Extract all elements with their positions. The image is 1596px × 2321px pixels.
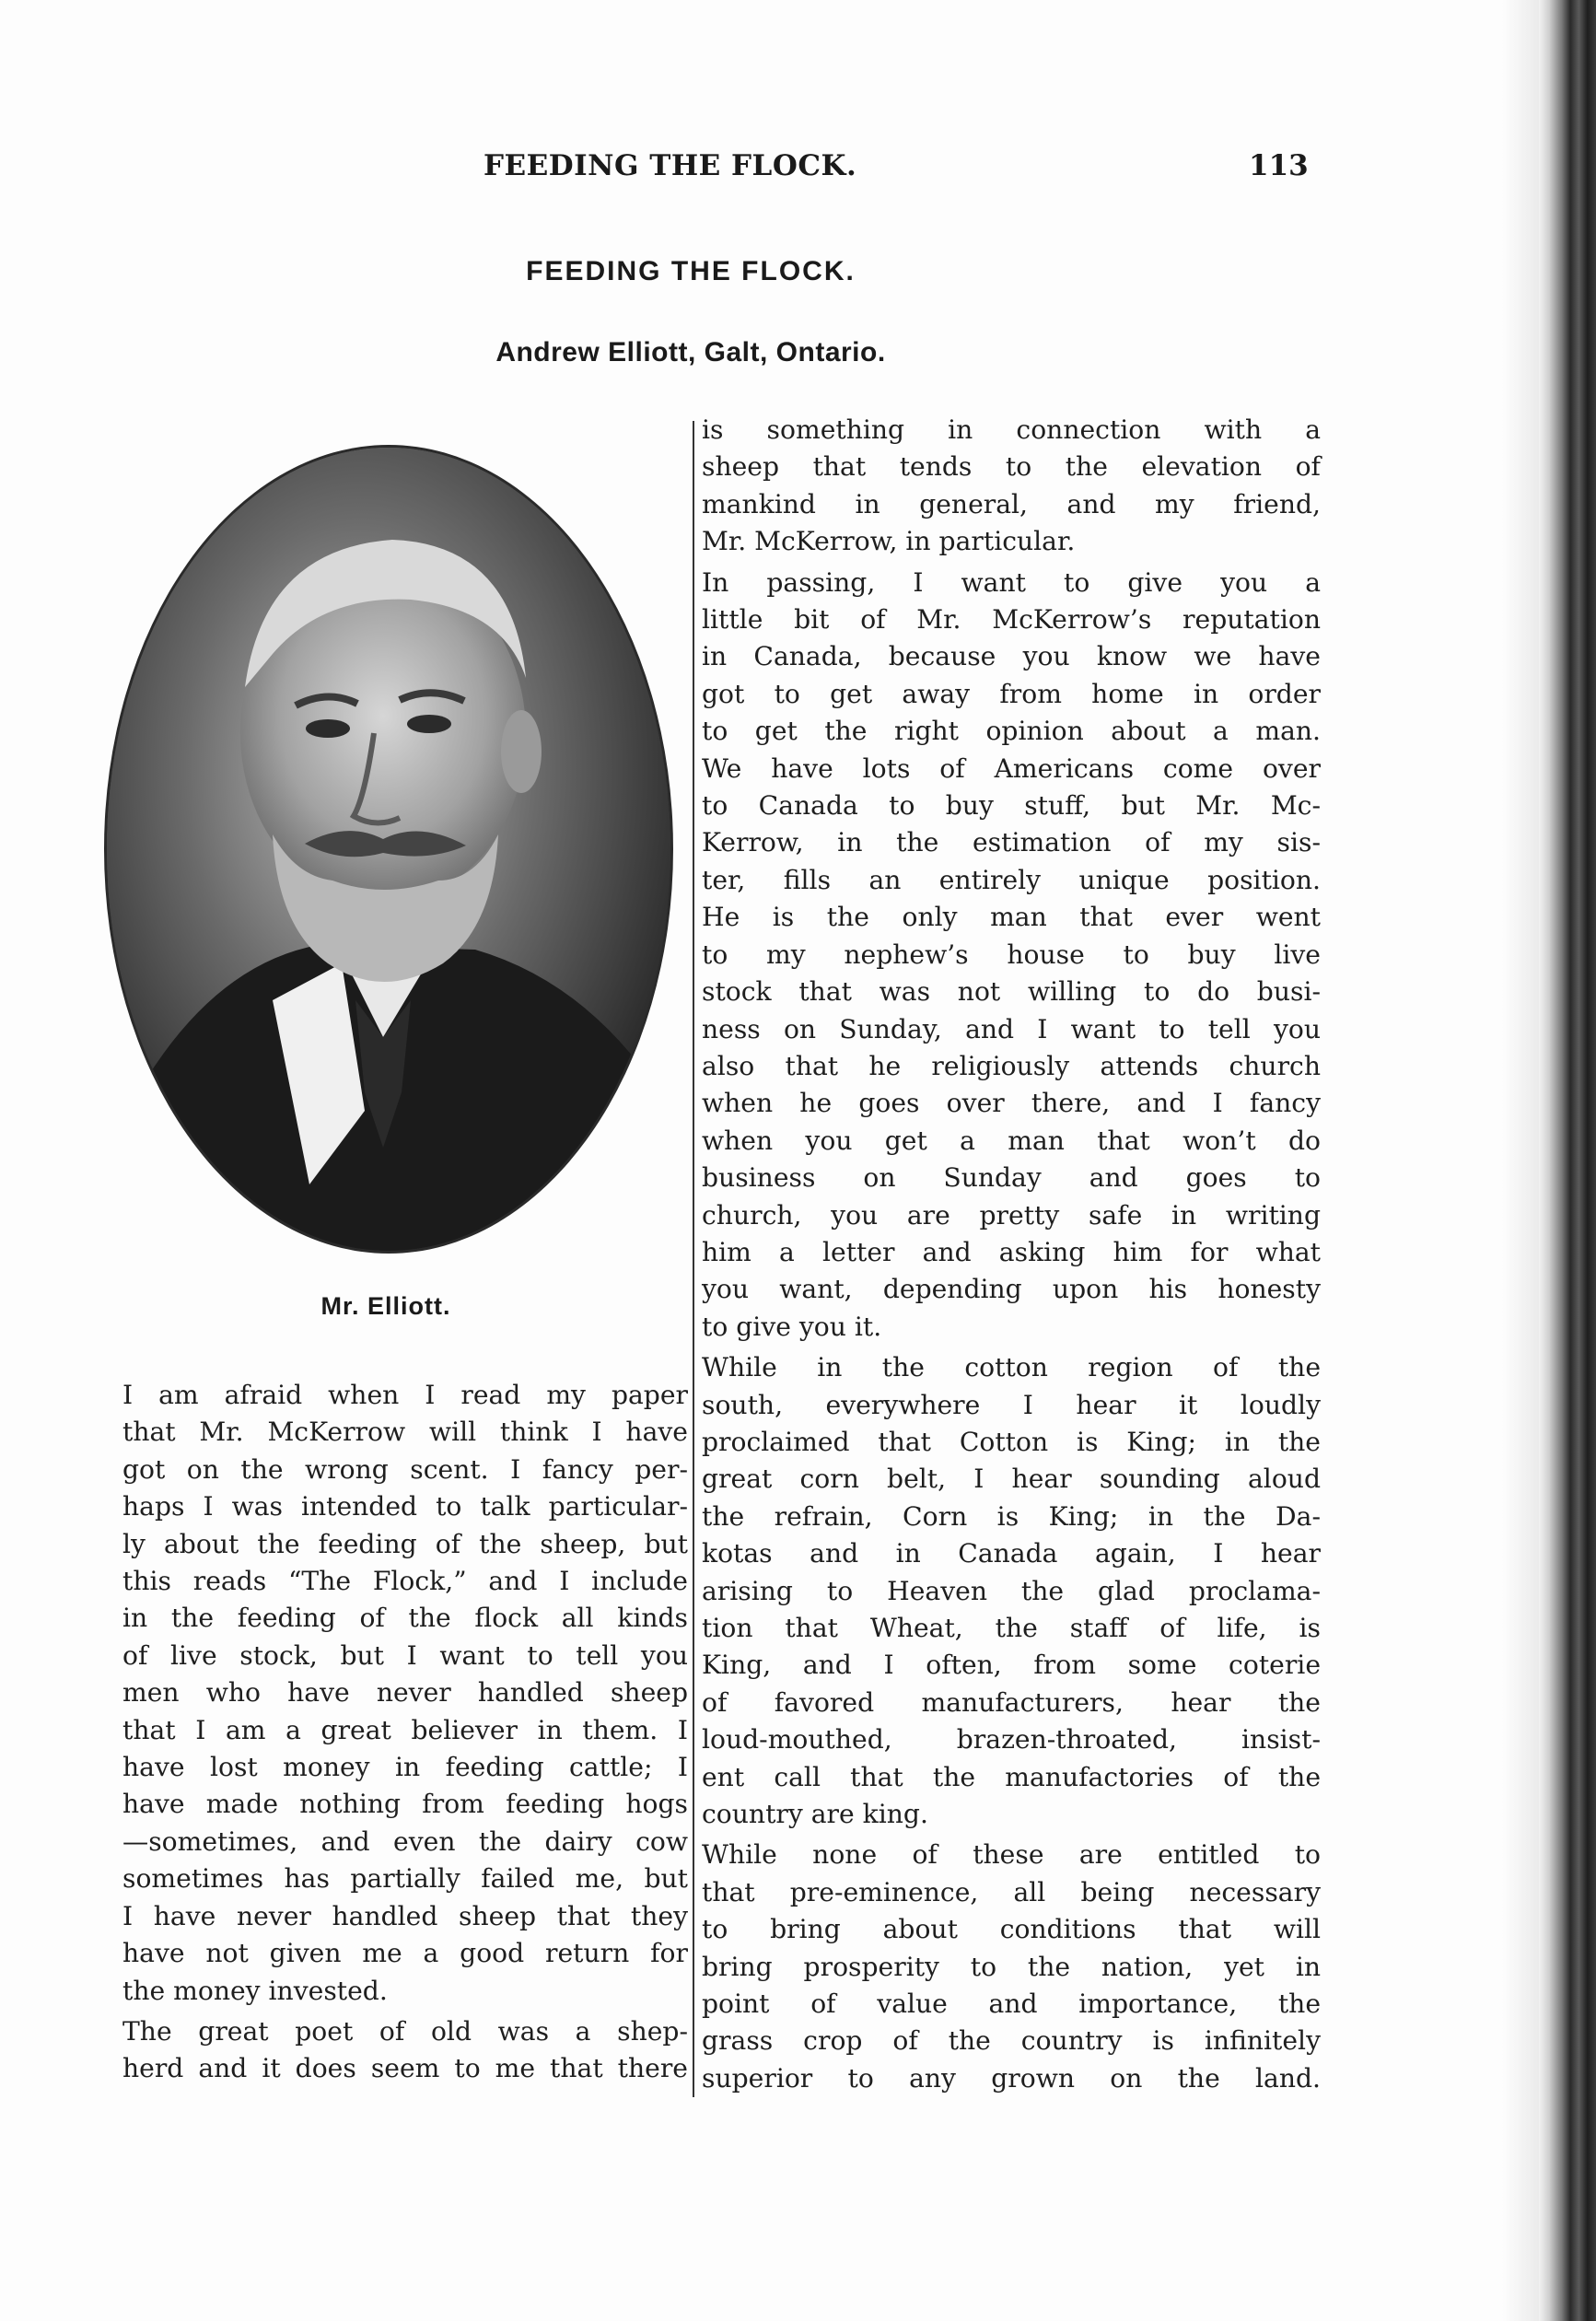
text-line: ness on Sunday, and I want to tell you — [702, 1013, 1321, 1044]
text-line: ly about the feeding of the sheep, but — [122, 1528, 688, 1559]
text-line: While in the cotton region of the — [702, 1352, 1321, 1383]
text-line: have lost money in feeding cattle; I — [122, 1752, 688, 1783]
text-line: that I am a great believer in them. I — [122, 1714, 688, 1745]
text-line: that pre-eminence, all being necessary — [702, 1876, 1321, 1907]
text-line: kotas and in Canada again, I hear — [702, 1538, 1321, 1569]
text-line: haps I was intended to talk particular- — [122, 1491, 688, 1522]
text-line: mankind in general, and my friend, — [702, 488, 1321, 519]
text-line: superior to any grown on the land. — [702, 2062, 1321, 2094]
text-line: country are king. — [702, 1799, 928, 1830]
portrait-illustration — [107, 448, 670, 1251]
text-line: I am afraid when I read my paper — [122, 1380, 688, 1410]
text-line: to bring about conditions that will — [702, 1914, 1321, 1945]
text-line: sometimes has partially failed me, but — [122, 1863, 688, 1895]
text-line: tion that Wheat, the staff of life, is — [702, 1613, 1321, 1643]
text-line: The great poet of old was a shep- — [122, 2015, 688, 2047]
text-line: in Canada, because you know we have — [702, 641, 1321, 672]
text-line: the money invested. — [122, 1975, 388, 2006]
text-line: to Canada to buy stuff, but Mr. Mc- — [702, 790, 1321, 822]
text-line: got to get away from home in order — [702, 678, 1321, 709]
text-line: I have never handled sheep that they — [122, 1900, 688, 1931]
paragraph — [89, 1377, 688, 2010]
binding-shadow — [1502, 0, 1539, 2321]
text-line: Kerrow, in the estimation of my sis- — [702, 827, 1321, 858]
text-line: King, and I often, from some coterie — [702, 1650, 1321, 1681]
text-line: south, everywhere I hear it loudly — [702, 1389, 1321, 1420]
text-line: to my nephew’s house to buy live — [702, 939, 1321, 970]
right-column — [702, 412, 1321, 2097]
text-line: great corn belt, I hear sounding aloud — [702, 1464, 1321, 1495]
text-line: point of value and importance, the — [702, 1989, 1321, 2020]
paragraph — [702, 1837, 1321, 2097]
text-line: sheep that tends to the elevation of — [702, 451, 1321, 483]
text-line: While none of these are entitled to — [702, 1839, 1321, 1871]
figure-caption: Mr. Elliott. — [320, 1292, 451, 1320]
text-line: that Mr. McKerrow will think I have — [122, 1417, 688, 1448]
text-line: when you get a man that won’t do — [702, 1125, 1321, 1156]
portrait-photo — [104, 445, 673, 1254]
text-line: business on Sunday and goes to — [702, 1162, 1321, 1194]
text-line: of favored manufacturers, hear the — [702, 1686, 1321, 1718]
text-line: have made nothing from feeding hogs — [122, 1789, 688, 1820]
left-column — [89, 1377, 688, 2088]
paragraph — [702, 1349, 1321, 1833]
text-line: herd and it does seem to me that there — [122, 2053, 688, 2084]
text-line: got on the wrong scent. I fancy per- — [122, 1453, 688, 1485]
text-line: stock that was not willing to do busi- — [702, 976, 1321, 1008]
article-byline: Andrew Elliott, Galt, Ontario. — [495, 337, 886, 367]
text-line: this reads “The Flock,” and I include — [122, 1566, 688, 1597]
page-number: 113 — [1249, 149, 1309, 182]
text-line: loud-mouthed, brazen-throated, insist- — [702, 1724, 1321, 1755]
text-line: to get the right opinion about a man. — [702, 716, 1321, 747]
text-line: In passing, I want to give you a — [702, 566, 1321, 598]
text-line: of live stock, but I want to tell you — [122, 1639, 688, 1671]
text-line: is something in connection with a — [702, 414, 1321, 445]
text-line: little bit of Mr. McKerrow’s reputation — [702, 604, 1321, 636]
text-line: ent call that the manufactories of the — [702, 1761, 1321, 1792]
text-line: also that he religiously attends church — [702, 1050, 1321, 1081]
text-line: church, you are pretty safe in writing — [702, 1199, 1321, 1230]
text-line: him a letter and asking him for what — [702, 1236, 1321, 1267]
text-line: you want, depending upon his honesty — [702, 1274, 1321, 1305]
text-line: arising to Heaven the glad proclama- — [702, 1575, 1321, 1606]
text-line: to give you it. — [702, 1311, 882, 1342]
text-line: Mr. McKerrow, in particular. — [702, 526, 1076, 557]
text-line: ter, fills an entirely unique position. — [702, 864, 1321, 895]
paragraph — [702, 412, 1321, 561]
text-line: proclaimed that Cotton is King; in the — [702, 1426, 1321, 1457]
text-line: We have lots of Americans come over — [702, 752, 1321, 784]
text-line: bring prosperity to the nation, yet in — [702, 1951, 1321, 1982]
running-header-title: FEEDING THE FLOCK. — [483, 149, 857, 182]
text-line: when he goes over there, and I fancy — [702, 1088, 1321, 1119]
paragraph — [702, 565, 1321, 1347]
column-divider — [693, 421, 694, 2097]
book-binding-edge — [1539, 0, 1596, 2321]
article-title: FEEDING THE FLOCK. — [526, 256, 856, 286]
text-line: men who have never handled sheep — [122, 1677, 688, 1709]
text-line: grass crop of the country is infinitely — [702, 2025, 1321, 2057]
text-line: the refrain, Corn is King; in the Da- — [702, 1500, 1321, 1532]
paragraph — [89, 2013, 688, 2088]
text-line: He is the only man that ever went — [702, 902, 1321, 933]
text-line: —sometimes, and even the dairy cow — [122, 1825, 688, 1857]
text-line: in the feeding of the flock all kinds — [122, 1603, 688, 1634]
text-line: have not given me a good return for — [122, 1938, 688, 1969]
